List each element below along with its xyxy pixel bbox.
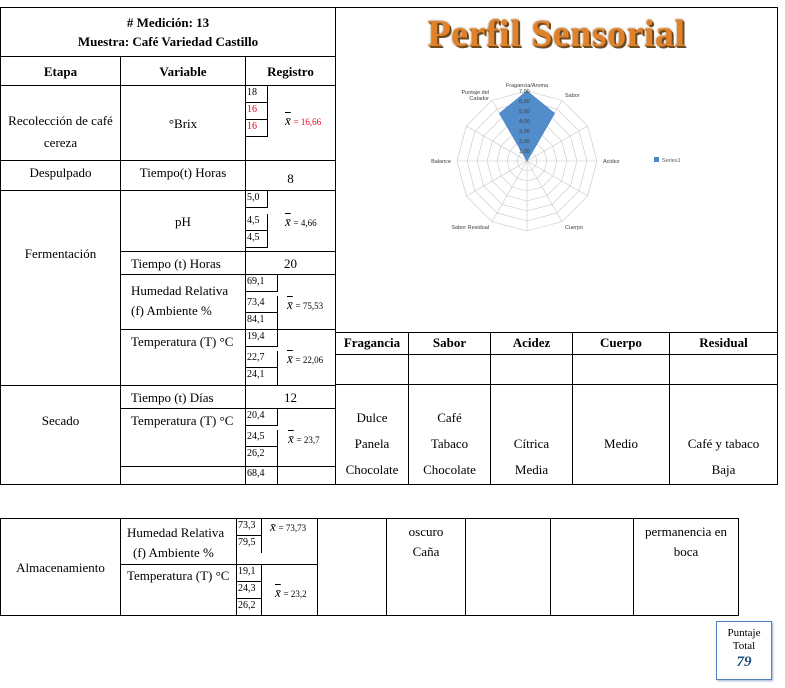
- stage-despulpado: Despulpado: [0, 160, 121, 191]
- secado-empty-cell: [120, 466, 246, 485]
- cont-residual-1: permanencia en: [645, 524, 727, 539]
- profile-residual-cell: [669, 384, 778, 485]
- secado-extra-value: 68,4: [245, 467, 278, 484]
- humidity-label-line2: (f) Ambiente %: [131, 303, 212, 318]
- alm-temp-value-1: 19,1: [236, 565, 262, 582]
- brix-mean: x̄ = 16,66: [285, 113, 322, 128]
- fragancia-desc-3: Chocolate: [345, 462, 399, 477]
- radar-tick-label: 5,00: [519, 109, 530, 115]
- legend-swatch: [654, 157, 659, 162]
- alm-temp-mean-value: = 23,2: [283, 589, 307, 599]
- sabor-desc-2: Tabaco: [430, 436, 469, 451]
- ph-value-3: 4,5: [245, 231, 268, 248]
- radar-chart: [430, 78, 720, 248]
- profile-header-residual: Residual: [669, 332, 778, 355]
- col-header-variable: Variable: [120, 56, 246, 86]
- residual-desc-2: Baja: [711, 462, 736, 477]
- radar-axis-label: Sabor: [565, 93, 580, 100]
- value-fermentacion-time: 20: [245, 251, 336, 275]
- variable-fermentacion-humidity: [120, 274, 246, 330]
- radar-tick-label: 3,00: [519, 129, 530, 135]
- secado-temp-value-2: 24,5: [245, 430, 278, 447]
- brix-value-3: 16: [245, 120, 268, 137]
- humidity-label-line1: Humedad Relativa: [131, 283, 229, 298]
- variable-ph: pH: [120, 190, 246, 252]
- profile-empty-2: [408, 354, 491, 385]
- cuerpo-desc-1: Medio: [604, 436, 638, 451]
- profile-header-fragancia: Fragancia: [335, 332, 409, 355]
- radar-axis-label: Puntaje del: [461, 90, 489, 97]
- fragancia-desc-2: Panela: [354, 436, 390, 451]
- ph-mean-value: = 4,66: [293, 218, 317, 228]
- ferm-humidity-value-3: 84,1: [245, 313, 278, 329]
- variable-secado-temperature: Temperatura (T) °C: [120, 408, 246, 467]
- profile-empty-1: [335, 354, 409, 385]
- ferm-temp-value-2: 22,7: [245, 351, 278, 368]
- table-header: [0, 7, 336, 57]
- variable-brix: °Brix: [120, 85, 246, 161]
- ferm-temp-mean: x̄ = 22,06: [287, 351, 324, 366]
- sample-name: Muestra: Café Variedad Castillo: [77, 34, 259, 49]
- radar-tick-label: 7,00: [519, 89, 530, 95]
- radar-axis-label: Acidez: [603, 159, 620, 165]
- secado-temp-value-3: 26,2: [245, 447, 278, 466]
- stage-almacenamiento: Almacenamiento: [0, 518, 121, 616]
- brix-value-2: 16: [245, 103, 268, 120]
- alm-temp-value-2: 24,3: [236, 582, 262, 599]
- brix-value-1: 18: [245, 86, 268, 103]
- variable-secado-time: Tiempo (t) Días: [120, 385, 246, 409]
- ph-value-2: 4,5: [245, 214, 268, 231]
- cont-fragancia-cell: [317, 518, 387, 616]
- radar-tick-label: 1,00: [519, 149, 530, 155]
- alm-humidity-label-line1: Humedad Relativa: [127, 525, 225, 540]
- ferm-humidity-value-2: 73,4: [245, 296, 278, 313]
- radar-axis-label: Sabor Residual: [451, 224, 489, 231]
- total-score-label-1: Puntaje: [727, 627, 761, 639]
- sabor-desc-1: Café: [437, 410, 462, 425]
- legend-label: Series1: [662, 158, 681, 164]
- variable-despulpado-time: Tiempo(t) Horas: [120, 160, 246, 191]
- fragancia-desc-1: Dulce: [356, 410, 388, 425]
- ferm-temp-value-3: 24,1: [245, 368, 278, 385]
- alm-humidity-label-line2: (f) Ambiente %: [133, 545, 214, 560]
- col-header-record: Registro: [245, 56, 336, 86]
- profile-acidez-cell: [490, 384, 573, 485]
- cont-residual-cell: [633, 518, 739, 616]
- ph-mean: x̄ = 4,66: [285, 214, 317, 229]
- acidez-desc-2: Media: [514, 462, 549, 477]
- ferm-humidity-mean: x̄ = 75,53: [287, 297, 324, 312]
- measurement-number: # Medición: 13: [126, 15, 210, 30]
- profile-sabor-cell: [408, 384, 491, 485]
- sabor-desc-3: Chocolate: [423, 462, 476, 477]
- stage-recoleccion: Recolección de café cereza: [0, 85, 121, 161]
- radar-axis-label: Balance: [431, 159, 451, 165]
- total-score-label-2: Total: [732, 640, 756, 652]
- profile-header-cuerpo: Cuerpo: [572, 332, 670, 355]
- radar-axis-label: Cuerpo: [565, 224, 584, 231]
- profile-empty-5: [669, 354, 778, 385]
- profile-title: Perfil Sensorial: [427, 13, 686, 55]
- alm-humidity-value-1: 73,3: [236, 519, 262, 536]
- variable-fermentacion-temperature: Temperatura (T) °C: [120, 329, 246, 386]
- ferm-humidity-mean-value: = 75,53: [295, 301, 324, 311]
- radar-tick-label: 2,00: [519, 139, 530, 145]
- stage-secado: Secado: [0, 385, 121, 485]
- variable-almacenamiento-humidity: [120, 518, 237, 565]
- brix-mean-value: = 16,66: [293, 117, 322, 127]
- value-secado-time: 12: [245, 385, 336, 409]
- secado-temp-mean: x̄ = 23,7: [288, 431, 320, 446]
- profile-empty-3: [490, 354, 573, 385]
- profile-cuerpo-cell: [572, 384, 670, 485]
- radar-tick-label: 4,00: [519, 119, 530, 125]
- profile-header-sabor: Sabor: [408, 332, 491, 355]
- ferm-humidity-value-1: 69,1: [245, 275, 278, 292]
- secado-temp-value-1: 20,4: [245, 409, 278, 426]
- alm-humidity-value-2: 79,5: [236, 536, 262, 553]
- cont-acidez-cell: [465, 518, 551, 616]
- alm-humidity-mean: x̄ = 73,73: [270, 519, 307, 534]
- alm-temp-mean: x̄ = 23,2: [275, 585, 307, 600]
- cont-cuerpo-cell: [550, 518, 634, 616]
- residual-desc-1: Café y tabaco: [687, 436, 760, 451]
- ph-value-1: 5,0: [245, 191, 268, 208]
- profile-fragancia-cell: [335, 384, 409, 485]
- radar-axis-label: Catador: [469, 96, 489, 103]
- ferm-temp-mean-value: = 22,06: [295, 355, 324, 365]
- variable-fermentacion-time: Tiempo (t) Horas: [120, 251, 246, 275]
- alm-temp-value-3: 26,2: [236, 599, 262, 615]
- value-despulpado-time: 8: [245, 160, 336, 191]
- profile-empty-4: [572, 354, 670, 385]
- alm-humidity-mean-value: = 73,73: [278, 523, 307, 533]
- col-header-stage: Etapa: [0, 56, 121, 86]
- stage-fermentacion: Fermentación: [0, 190, 121, 386]
- secado-temp-mean-value: = 23,7: [296, 435, 320, 445]
- cont-sabor-1: oscuro: [408, 524, 444, 539]
- cont-sabor-2: Caña: [412, 544, 440, 559]
- profile-header-acidez: Acidez: [490, 332, 573, 355]
- cont-sabor-cell: [386, 518, 466, 616]
- total-score-box: [716, 621, 772, 680]
- cont-residual-2: boca: [673, 544, 699, 559]
- ferm-temp-value-1: 19,4: [245, 330, 278, 347]
- radar-tick-label: 6,00: [519, 99, 530, 105]
- total-score-value: 79: [736, 654, 752, 670]
- variable-almacenamiento-temperature: Temperatura (T) °C: [120, 564, 237, 616]
- acidez-desc-1: Cítrica: [513, 436, 550, 451]
- radar-axis-label: Fragancia/Aroma: [505, 83, 549, 89]
